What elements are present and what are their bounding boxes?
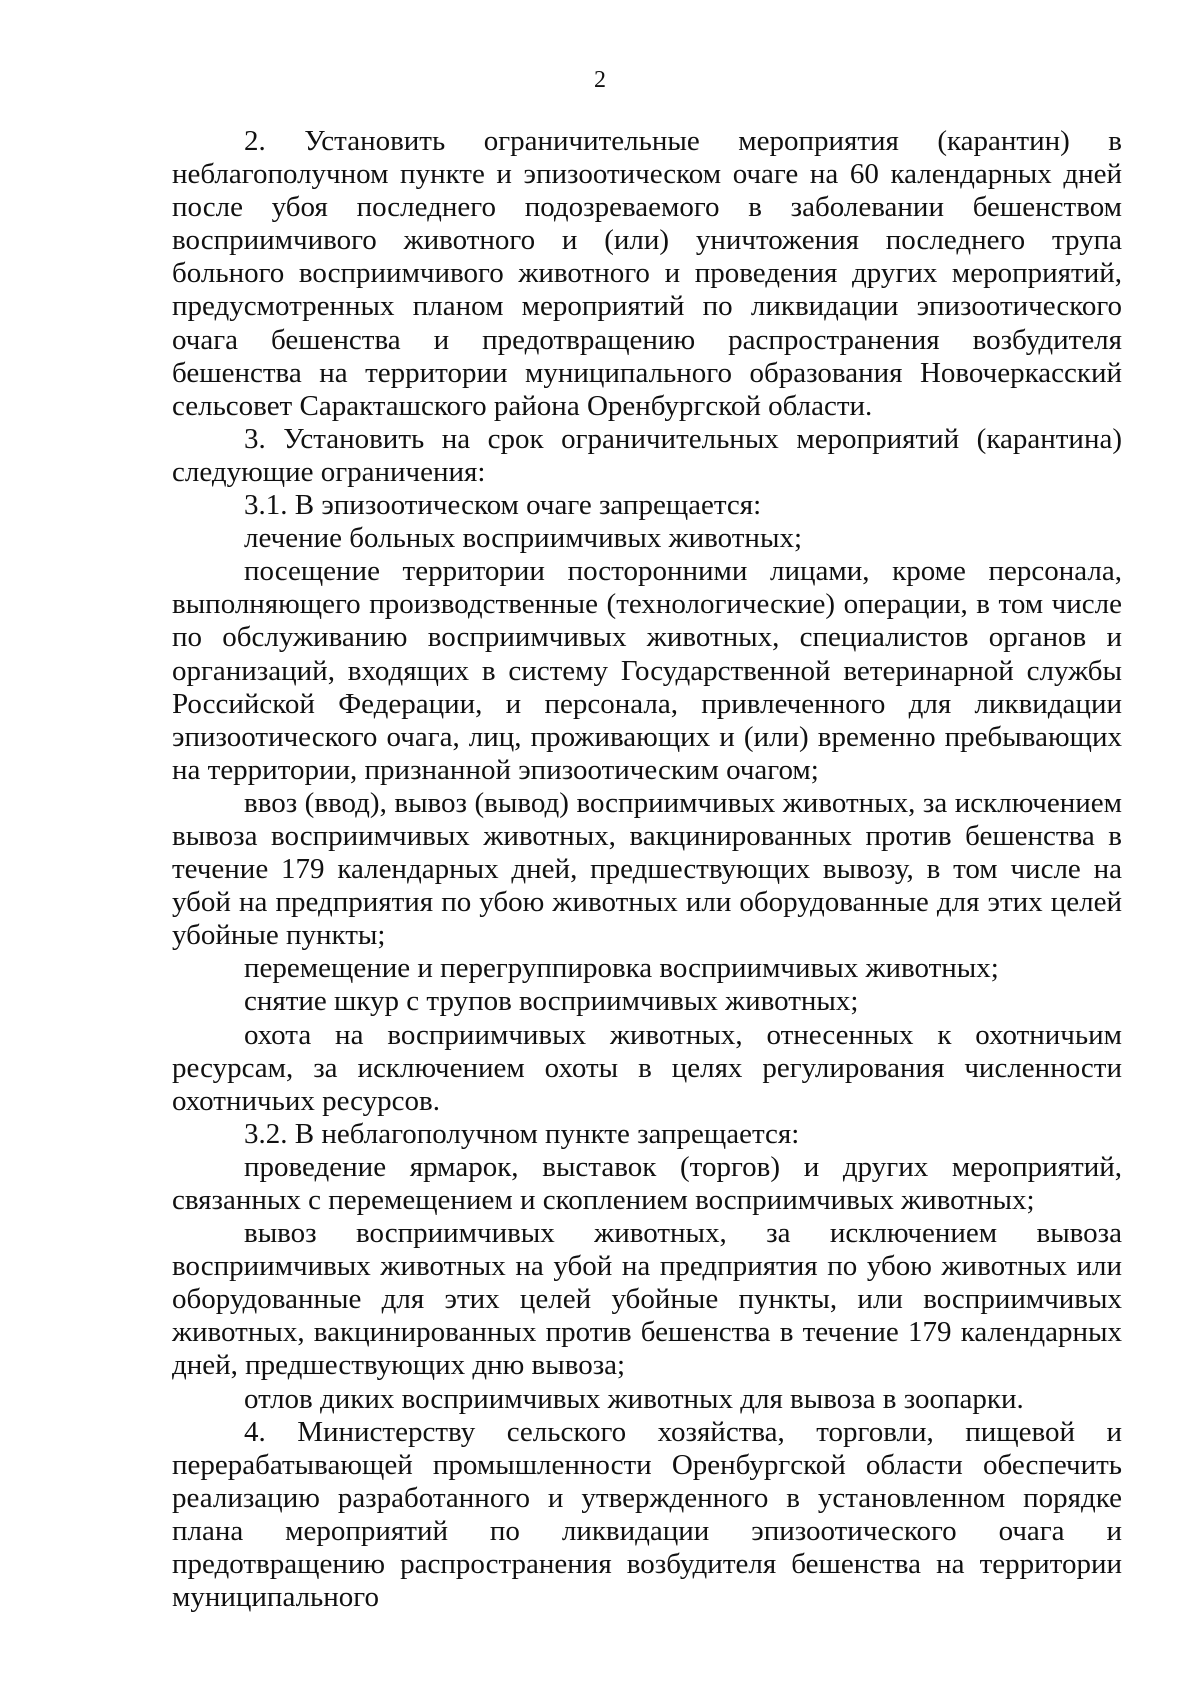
restriction-movement: перемещение и перегруппировка восприимчивых животных; — [244, 952, 999, 985]
page-number: 2 — [594, 67, 606, 93]
restriction-hunting: охота на восприимчивых животных, отнесенных к охотничьим ресурсам, за исключением охоты в целях регулирования численности охотничьих ресурсов. — [172, 1018, 1122, 1117]
paragraph-item-3: 3. Установить на срок ограничительных мероприятий (карантина) следующие ограничения: — [172, 422, 1122, 488]
restriction-export: вывоз восприимчивых животных, за исключением вывоза восприимчивых животных на убой на предприятия по убою животных или оборудованные для этих целей убойные пункты, или восприимчивых животных, вакцинированных против бешенства в течение 179 календарных дней, предшествующих дню вывоза; — [172, 1217, 1122, 1382]
restriction-treatment: лечение больных восприимчивых животных; — [244, 522, 802, 555]
document-body — [172, 125, 1122, 1614]
paragraph-item-2: 2. Установить ограничительные мероприятия (карантин) в неблагополучном пункте и эпизоотическом очаге на 60 календарных дней после убоя последнего подозреваемого в заболевании бешенством восприимчивого животного и (или) уничтожения последнего трупа больного восприимчивого животного и проведения других мероприятий, предусмотренных планом мероприятий по ликвидации эпизоотического очага бешенства и предотвращению распространения возбудителя бешенства на территории муниципального образования Новочеркасский сельсовет Саракташского района Оренбургской области. — [172, 125, 1122, 422]
restriction-capture: отлов диких восприимчивых животных для вывоза в зоопарки. — [244, 1382, 1024, 1415]
paragraph-item-3-2: 3.2. В неблагополучном пункте запрещается: — [244, 1117, 800, 1150]
restriction-visits: посещение территории посторонними лицами, кроме персонала, выполняющего производственные (технологические) операции, в том числе по обслуживанию восприимчивых животных, специалистов органов и организаций, входящих в систему Государственной ветеринарной службы Российской Федерации, и персонала, привлеченного для ликвидации эпизоотического очага, лиц, проживающих и (или) временно пребывающих на территории, признанной эпизоотическим очагом; — [172, 555, 1122, 786]
paragraph-item-3-1: 3.1. В эпизоотическом очаге запрещается: — [244, 489, 762, 522]
restriction-import-export: ввоз (ввод), вывоз (вывод) восприимчивых животных, за исключением вывоза восприимчивых животных, вакцинированных против бешенства в течение 179 календарных дней, предшествующих вывозу, в том числе на убой на предприятия по убою животных или оборудованные для этих целей убойные пункты; — [172, 786, 1122, 952]
restriction-fairs: проведение ярмарок, выставок (торгов) и других мероприятий, связанных с перемещением и скоплением восприимчивых животных; — [172, 1150, 1122, 1216]
restriction-skinning: снятие шкур с трупов восприимчивых животных; — [244, 985, 859, 1018]
paragraph-item-4: 4. Министерству сельского хозяйства, торговли, пищевой и перерабатывающей промышленности Оренбургской области обеспечить реализацию разработанного и утвержденного в установленном порядке плана мероприятий по ликвидации эпизоотического очага и предотвращению распространения возбудителя бешенства на территории муниципального — [172, 1415, 1122, 1614]
